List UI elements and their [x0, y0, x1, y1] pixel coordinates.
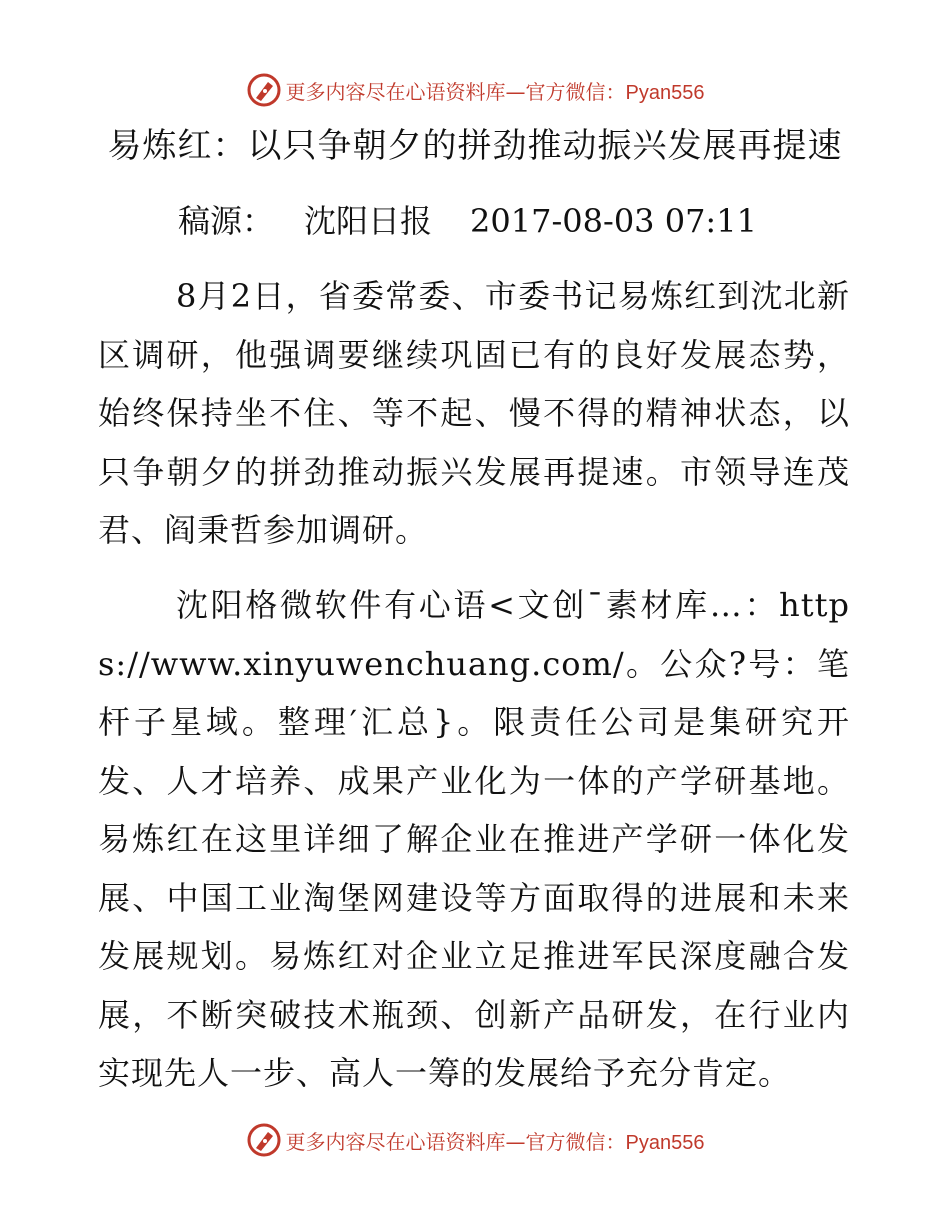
watermark-official: 官方微信： [525, 79, 626, 104]
source-name: 沈阳日报 [304, 202, 433, 240]
watermark-header [0, 70, 950, 110]
watermark-text [286, 1126, 705, 1155]
article-source-line [178, 200, 757, 242]
article-paragraph: 沈阳格微软件有心语<文创¯素材库…：https://www.xinyuwenchuang.com/。公众?号：笔杆子星域。整理′汇总}。限责任公司是集研究开发、人才培养、成果产业化为一体的产学研基地。易炼红在这里详细了解企业在推进产学研一体化发展、中国工业淘堡网建设等方面取得的进展和未来发展规划。易炼红对企业立足推进军民深度融合发展，不断突破技术瓶颈、创新产品研发，在行业内实现先人一步、高人一筹的发展给予充分肯定。 [98, 586, 850, 1092]
watermark-dash: — [505, 1129, 526, 1154]
article-title: 易炼红：以只争朝夕的拼劲推动振兴发展再提速 [107, 126, 843, 166]
watermark-prefix: 更多内容尽在心语资料库 [285, 79, 506, 104]
watermark-prefix: 更多内容尽在心语资料库 [285, 1129, 506, 1154]
watermark-dash: — [505, 79, 526, 104]
pen-nib-logo-icon [246, 1122, 282, 1158]
watermark-footer [0, 1120, 950, 1160]
watermark-official: 官方微信： [525, 1129, 626, 1154]
article-paragraph: 8月2日，省委常委、市委书记易炼红到沈北新区调研，他强调要继续巩固已有的良好发展态势，始终保持坐不住、等不起、慢不得的精神状态，以只争朝夕的拼劲推动振兴发展再提速。市领导连茂君、阎秉哲参加调研。 [98, 277, 850, 549]
watermark-id: Pyan556 [625, 81, 705, 104]
watermark-id: Pyan556 [625, 1131, 705, 1154]
watermark-text [286, 76, 705, 105]
pen-nib-logo-icon [246, 72, 282, 108]
source-label: 稿源： [178, 202, 275, 240]
publish-datetime: 2017-08-03 07:11 [470, 202, 757, 240]
